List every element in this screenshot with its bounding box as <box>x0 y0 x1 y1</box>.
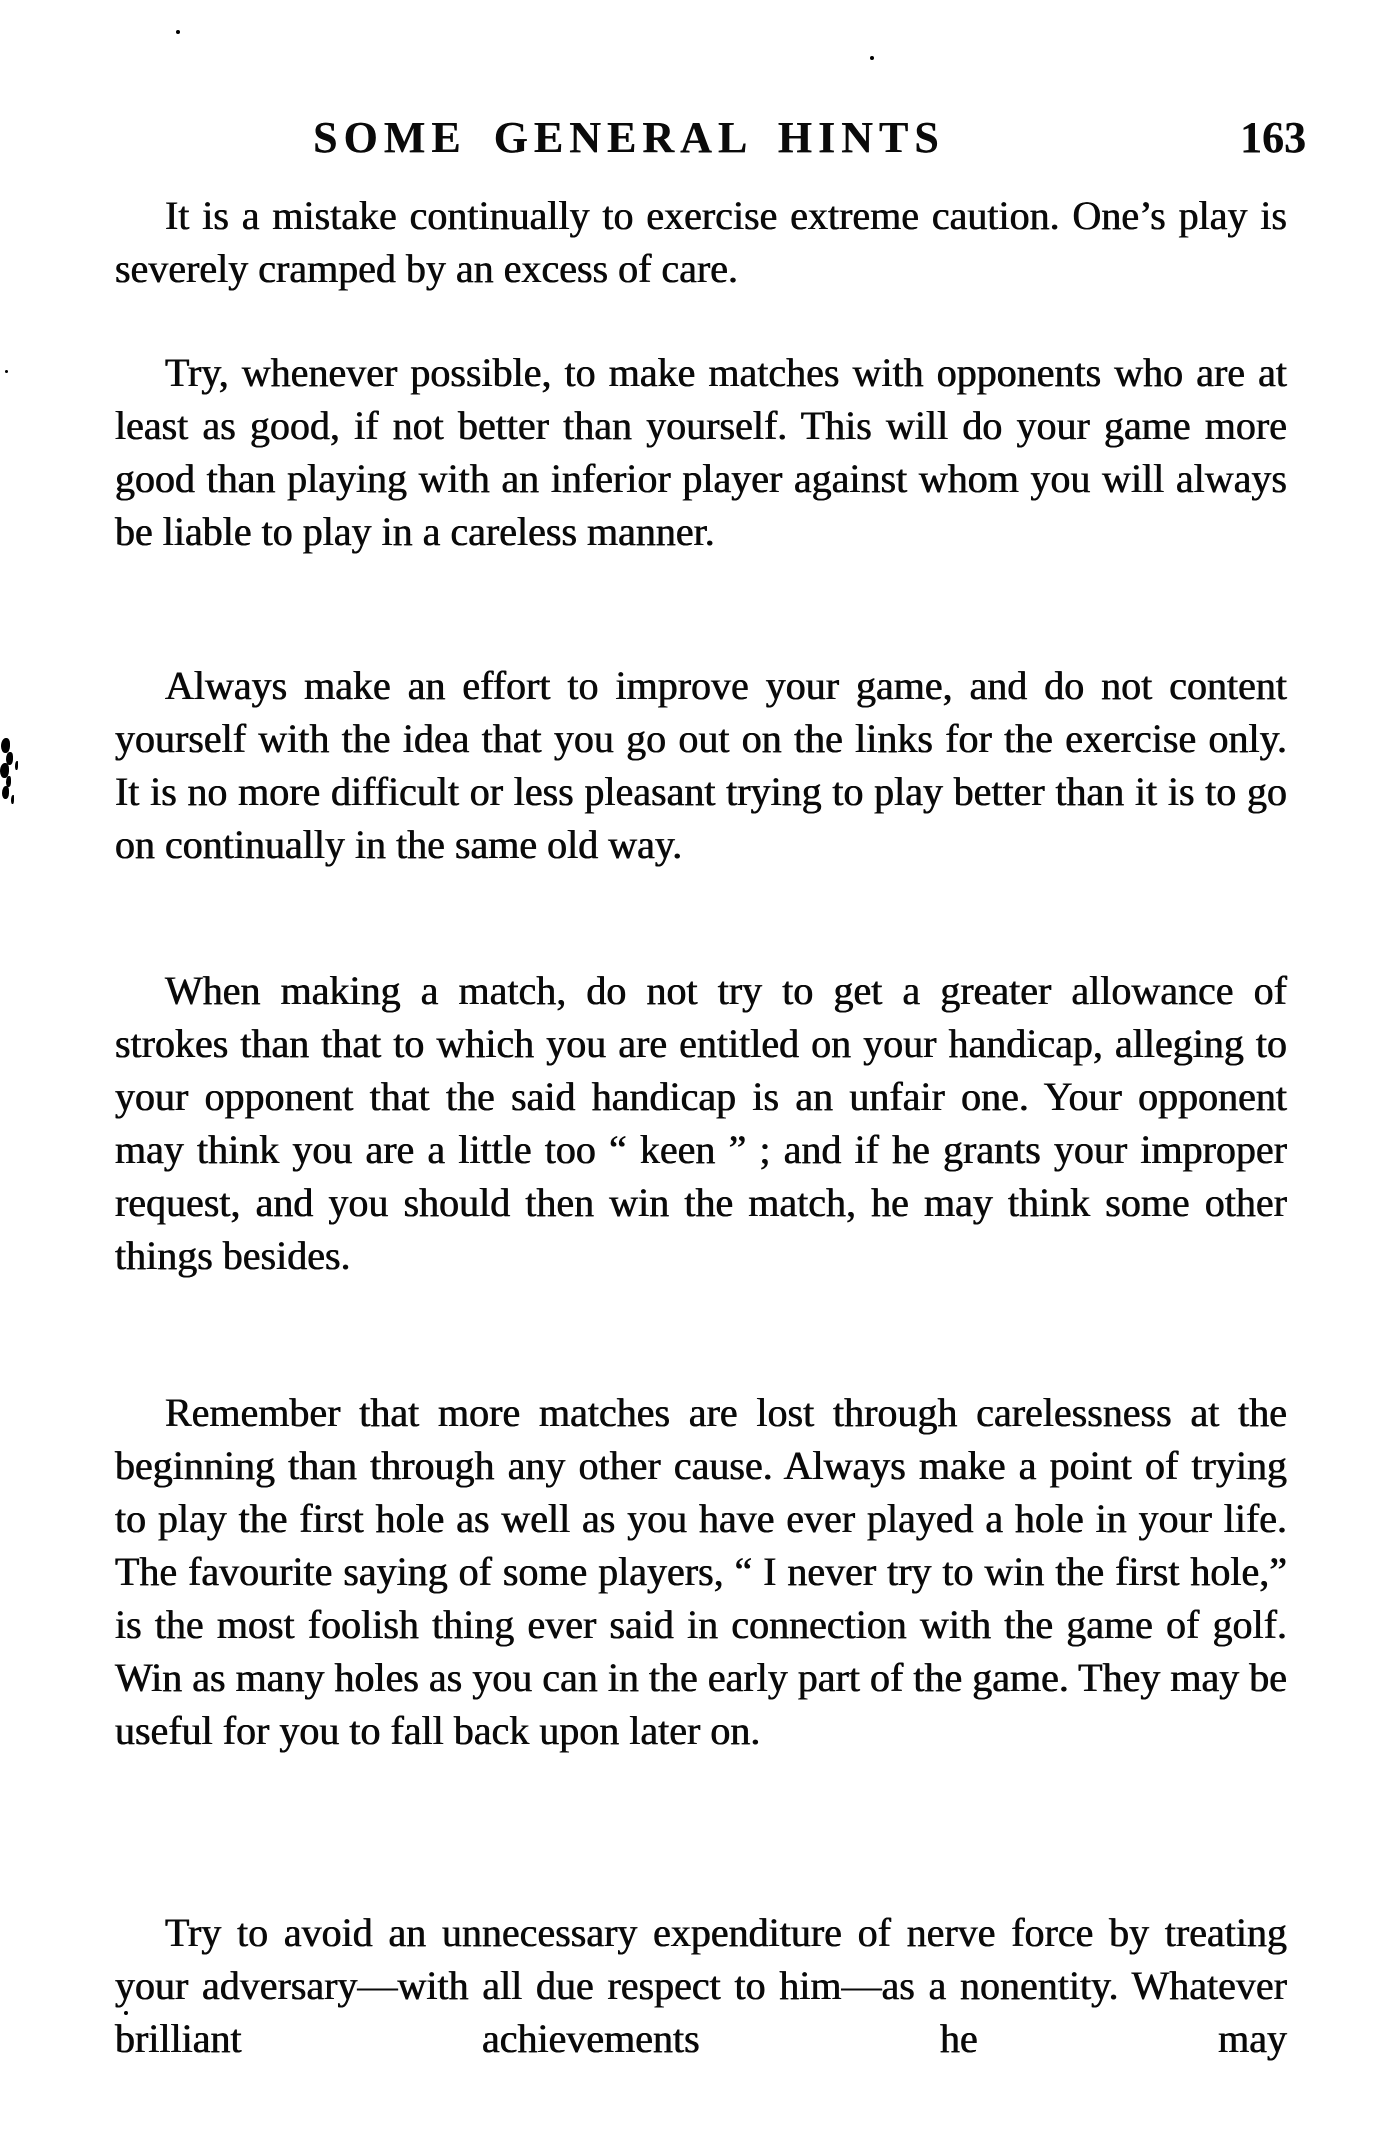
paragraph-caution: It is a mistake continually to exercise extreme caution. One’s play is severely cramped by an excess of care. <box>115 193 1287 291</box>
paragraph-first-hole: Remember that more matches are lost through carelessness at the beginning than through any other cause. Always make a point of trying to play the first hole as well as you have ever played a hole in your life. The favourite saying of some players, “ I never try to win the first hole,” is the most foolish thing ever said in connection with the game of golf. Win as many holes as you can in the early part of the game. They may be useful for you to fall back upon later on. <box>115 1390 1287 1753</box>
scan-speck <box>176 30 180 34</box>
paragraph-handicap: When making a match, do not try to get a greater allowance of strokes than that to which you are entitled on your handicap, alleging to your opponent that the said handicap is an unfair one. Your opponent may think you are a little too “ keen ” ; and if he grants your improper request, and you should then win the match, he may think some other things besides. <box>115 968 1287 1278</box>
ink-blotch-artifact <box>1 738 10 753</box>
paragraph-opponents: Try, whenever possible, to make matches with opponents who are at least as good, if not better than yourself. This will do your game more good than playing with an inferior player against whom you will always be liable to play in a careless manner. <box>115 350 1287 554</box>
paragraph-improve-game: Always make an effort to improve your game, and do not content yourself with the idea that you go out on the links for the exercise only. It is no more difficult or less pleasant trying to play better than it is to go on continually in the same old way. <box>115 663 1287 867</box>
scan-speck <box>5 370 8 373</box>
scan-speck <box>124 2011 128 2015</box>
page-header-title: SOME GENERAL HINTS <box>313 113 945 162</box>
scan-speck <box>870 56 874 60</box>
page-number: 163 <box>1240 113 1306 162</box>
paragraph-nerve-force: Try to avoid an unnecessary expenditure of nerve force by treating your adversary—with all due respect to him—as a nonentity. Whatever brilliant achievements he may <box>115 1910 1287 2061</box>
